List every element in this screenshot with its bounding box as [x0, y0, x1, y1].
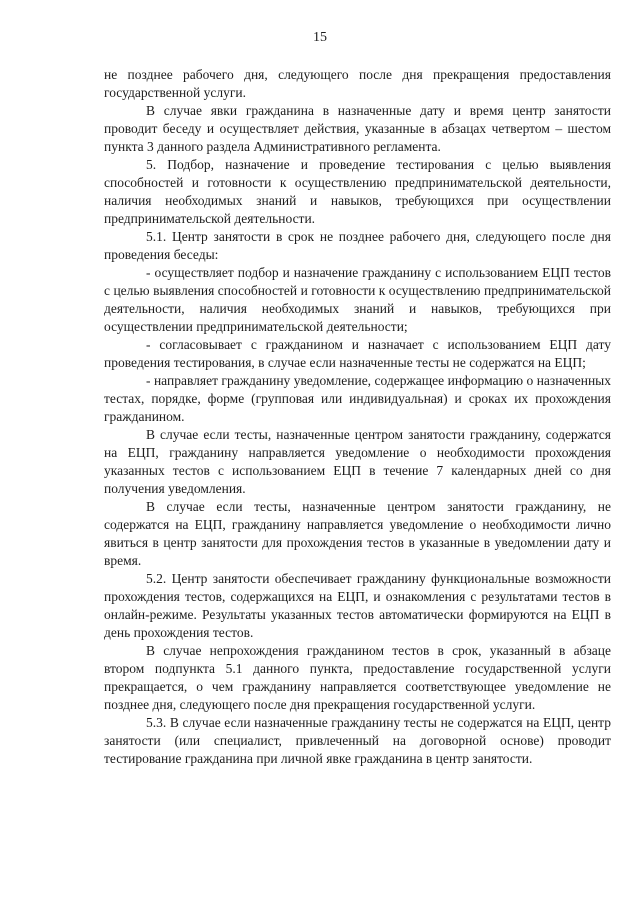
- paragraph-section-5: 5. Подбор, назначение и проведение тестирования с целью выявления способностей и готовности к осуществлению предпринимательской деятельности, наличия необходимых знаний и навыков, требующихся при осуществлении предпринимательской деятельности.: [104, 157, 611, 226]
- paragraph-termination: В случае непрохождения гражданином тестов в срок, указанный в абзаце втором подпункта 5.1 данного пункта, предоставление государственной услуги прекращается, о чем гражданину направляется соответствующее уведомление не позднее дня, следующего после дня прекращения государственной услуги.: [104, 643, 611, 712]
- list-item-test-selection: - осуществляет подбор и назначение гражданину с использованием ЕЦП тестов с целью выявления способностей и готовности к осуществлению предпринимательской деятельности, наличия необходимых знаний и навыков, требующихся при осуществлении предпринимательской деятельности;: [104, 265, 611, 334]
- list-item-notification: - направляет гражданину уведомление, содержащее информацию о назначенных тестах, порядке, форме (групповая или индивидуальная) и сроках их прохождения гражданином.: [104, 373, 611, 424]
- paragraph-section-5-1: 5.1. Центр занятости в срок не позднее рабочего дня, следующего после дня проведения беседы:: [104, 229, 611, 262]
- list-item-test-date: - согласовывает с гражданином и назначает с использованием ЕЦП дату проведения тестирования, в случае если назначенные тесты не содержатся на ЕЦП;: [104, 337, 611, 370]
- document-body: [104, 66, 611, 768]
- page-number: 15: [313, 30, 327, 45]
- paragraph-attendance: В случае явки гражданина в назначенные дату и время центр занятости проводит беседу и осуществляет действия, указанные в абзацах четвертом – шестом пункта 3 данного раздела Административного регламента.: [104, 103, 611, 154]
- paragraph-tests-not-on-ecp: В случае если тесты, назначенные центром занятости гражданину, не содержатся на ЕЦП, гражданину направляется уведомление о необходимости лично явиться в центр занятости для прохождения тестов в указанные в уведомлении дату и время.: [104, 499, 611, 568]
- paragraph-section-5-3: 5.3. В случае если назначенные гражданину тесты не содержатся на ЕЦП, центр занятости (или специалист, привлеченный на договорной основе) проводит тестирование гражданина при личной явке гражданина в центр занятости.: [104, 715, 611, 766]
- paragraph-tests-on-ecp: В случае если тесты, назначенные центром занятости гражданину, содержатся на ЕЦП, гражданину направляется уведомление о необходимости прохождения указанных тестов с использованием ЕЦП в течение 7 календарных дней со дня получения уведомления.: [104, 427, 611, 496]
- paragraph-section-5-2: 5.2. Центр занятости обеспечивает гражданину функциональные возможности прохождения тестов, содержащихся на ЕЦП, и ознакомления с результатами тестов в онлайн-режиме. Результаты указанных тестов автоматически формируются на ЕЦП в день прохождения тестов.: [104, 571, 611, 640]
- paragraph-continuation: не позднее рабочего дня, следующего после дня прекращения предоставления государственной услуги.: [104, 67, 611, 100]
